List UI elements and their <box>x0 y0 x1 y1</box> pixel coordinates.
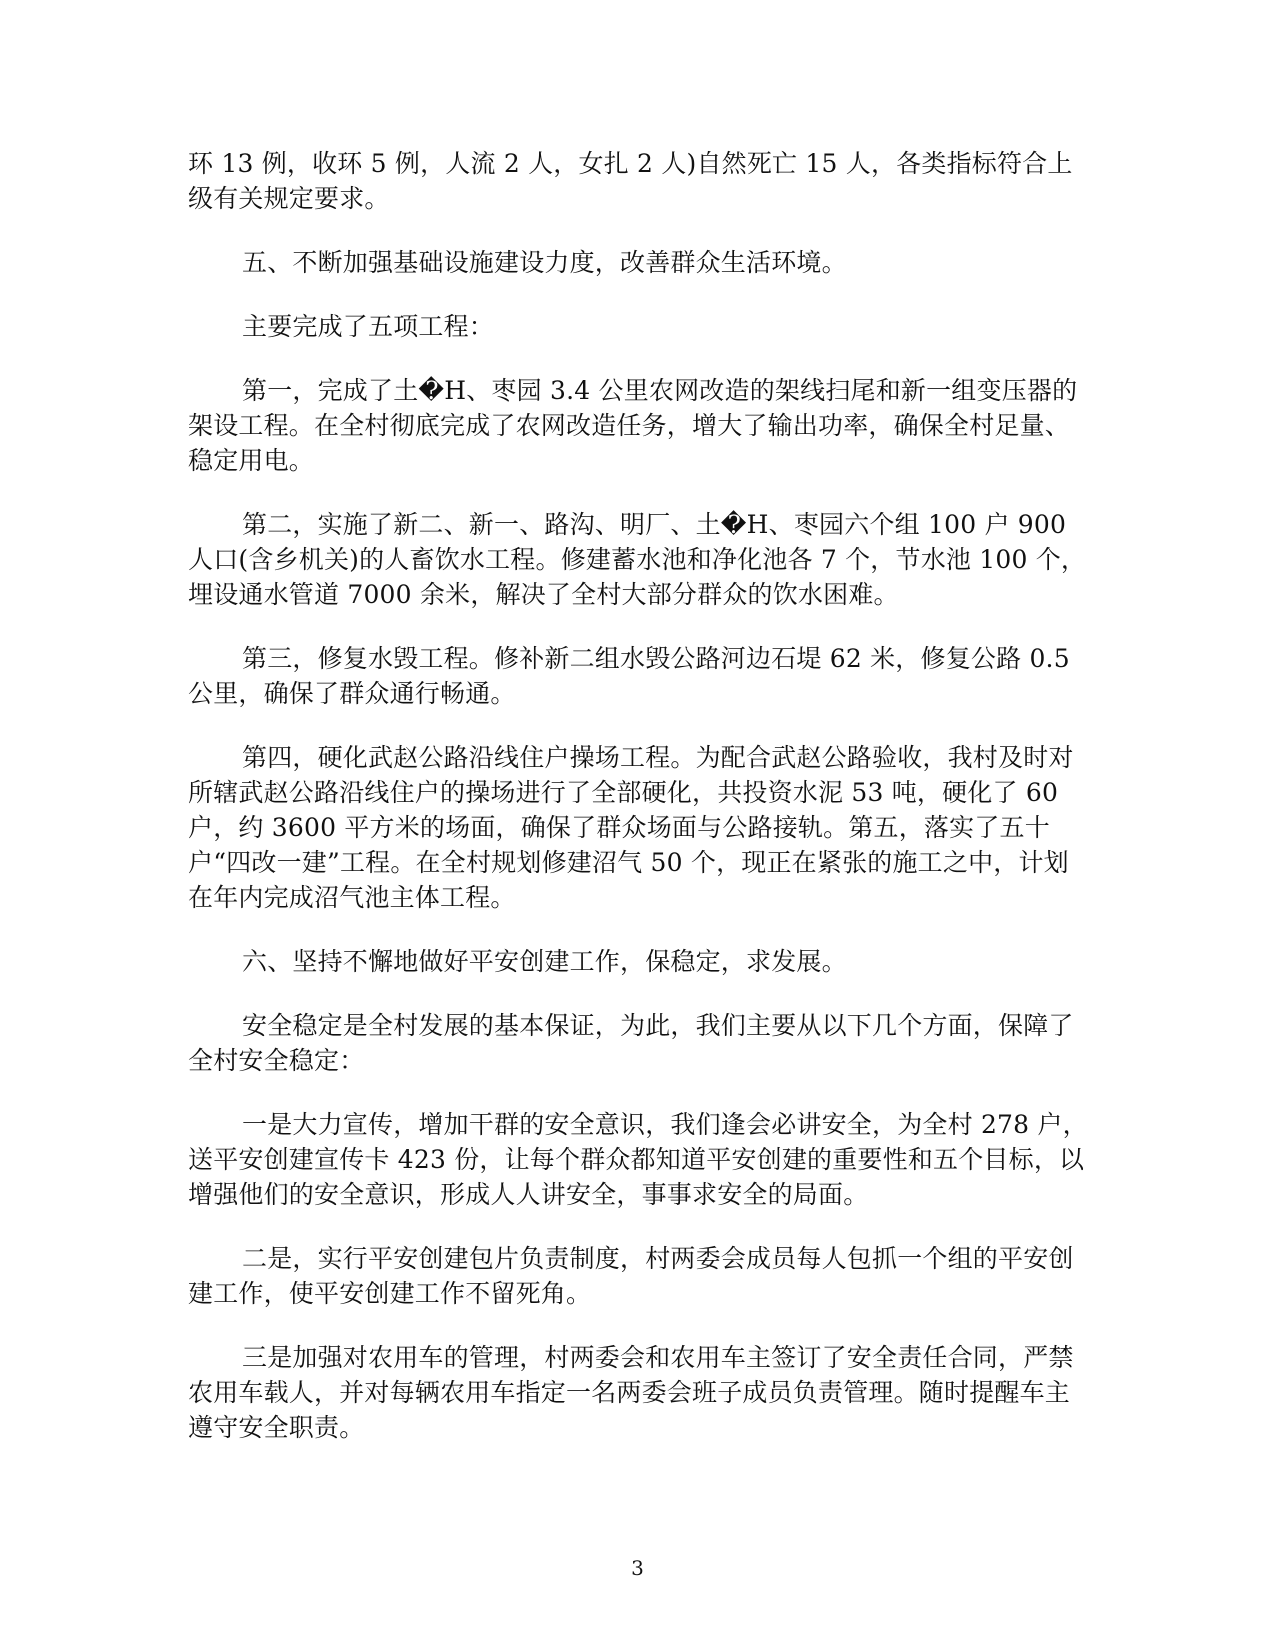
paragraph-2: 五、不断加强基础设施建设力度，改善群众生活环境。 <box>242 248 847 277</box>
paragraph-10: 一是大力宣传，增加干群的安全意识，我们逢会必讲安全，为全村 278 户，送平安创建宣传卡 423 份，让每个群众都知道平安创建的重要性和五个目标，以增强他们的安全意识，形成人人讲安全，事事求安全的局面。 <box>188 1110 1088 1209</box>
paragraph-5: 第二，实施了新二、新一、路沟、明厂、土�H、枣园六个组 100 户 900 人口(含乡机关)的人畜饮水工程。修建蓄水池和净化池各 7 个，节水池 100 个，埋设通水管道 7000 余米，解决了全村大部分群众的饮水困难。 <box>188 510 1087 609</box>
paragraph-7: 第四，硬化武赵公路沿线住户操场工程。为配合武赵公路验收，我村及时对所辖武赵公路沿线住户的操场进行了全部硬化，共投资水泥 53 吨，硬化了 60 户，约 3600 平方米的场面，确保了群众场面与公路接轨。第五，落实了五十户“四改一建”工程。在全村规划修建沼气 50 个，现正在紧张的施工之中，计划在年内完成沼气池主体工程。 <box>188 743 1074 912</box>
paragraph-11: 二是，实行平安创建包片负责制度，村两委会成员每人包抓一个组的平安创建工作，使平安创建工作不留死角。 <box>188 1244 1074 1308</box>
paragraph-9: 安全稳定是全村发展的基本保证，为此，我们主要从以下几个方面，保障了全村安全稳定： <box>188 1011 1074 1075</box>
paragraph-1: 环 13 例，收环 5 例，人流 2 人，女扎 2 人)自然死亡 15 人，各类指标符合上级有关规定要求。 <box>188 149 1073 213</box>
paragraph-12: 三是加强对农用车的管理，村两委会和农用车主签订了安全责任合同，严禁农用车载人，并对每辆农用车指定一名两委会班子成员负责管理。随时提醒车主遵守安全职责。 <box>188 1343 1074 1442</box>
document-body <box>188 146 1088 1474</box>
page-number: 3 <box>631 1556 644 1580</box>
paragraph-3: 主要完成了五项工程： <box>242 312 495 341</box>
paragraph-8: 六、坚持不懈地做好平安创建工作，保稳定，求发展。 <box>242 947 847 976</box>
paragraph-6: 第三，修复水毁工程。修补新二组水毁公路河边石堤 62 米，修复公路 0.5 公里，确保了群众通行畅通。 <box>188 644 1070 708</box>
paragraph-4: 第一，完成了土�H、枣园 3.4 公里农网改造的架线扫尾和新一组变压器的架设工程。在全村彻底完成了农网改造任务，增大了输出功率，确保全村足量、稳定用电。 <box>188 376 1078 475</box>
